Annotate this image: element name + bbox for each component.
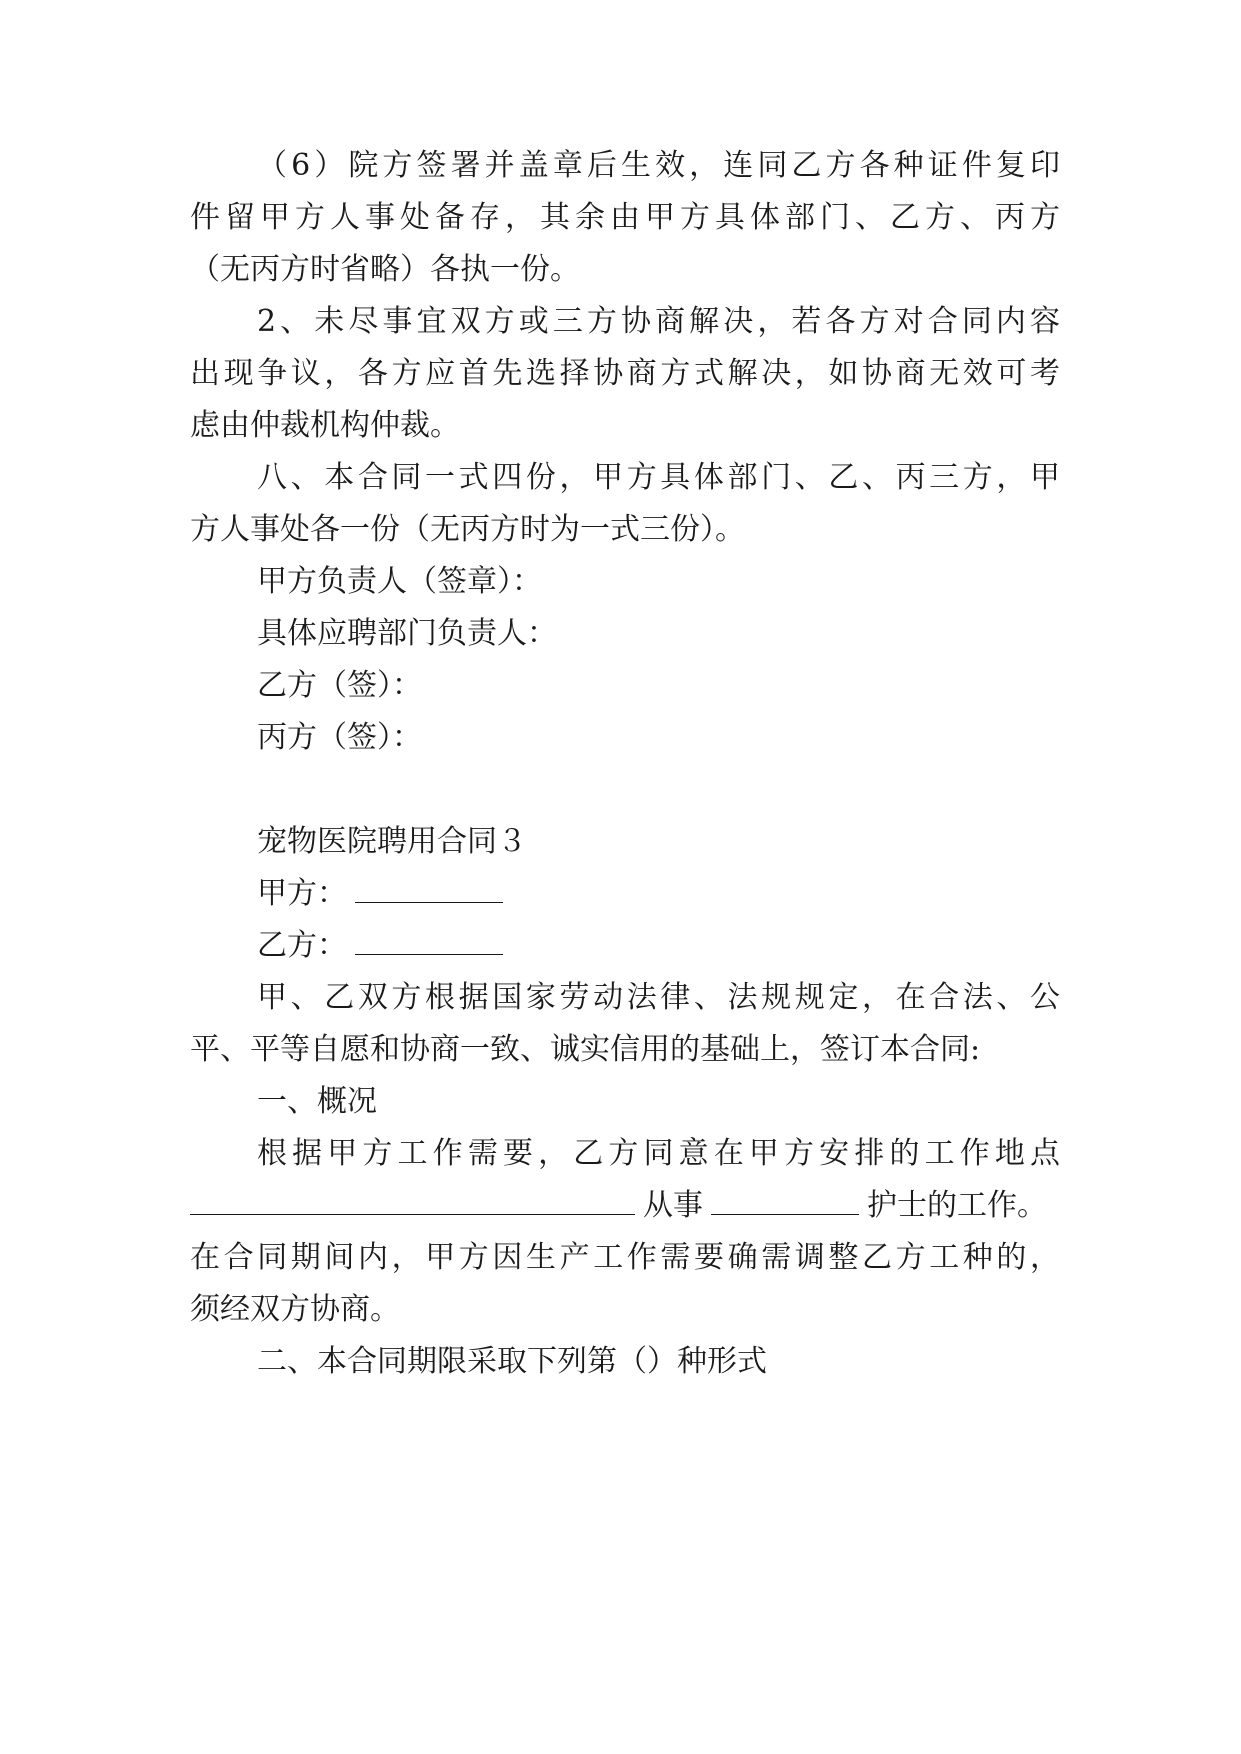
signature-label: 乙方（签）： (257, 668, 422, 703)
work-location-blank (190, 1208, 635, 1215)
para-text: 护士的工作。 (867, 1188, 1047, 1223)
paragraph-line: 出现争议，各方应首先选择协商方式解决，如协商无效可考 (190, 356, 1060, 391)
paragraph-line: 八、本合同一式四份，甲方具体部门、乙、丙三方，甲 (257, 460, 1060, 495)
paragraph-line: 在合同期间内，甲方因生产工作需要确需调整乙方工种的， (190, 1240, 1060, 1275)
paragraph-line: 虑由仲裁机构仲裁。 (190, 408, 460, 443)
paragraph-line: 方人事处各一份（无丙方时为一式三份）。 (190, 512, 745, 547)
paragraph-line: 件留甲方人事处备存，其余由甲方具体部门、乙方、丙方 (190, 200, 1060, 235)
paragraph-line: （无丙方时省略）各执一份。 (190, 252, 580, 287)
party-a-line (0, 874, 1241, 914)
para-text: 从事 (643, 1188, 703, 1223)
signature-label: 具体应聘部门负责人： (257, 616, 557, 651)
party-b-blank (355, 948, 503, 955)
heading: 二、本合同期限采取下列第（）种形式 (257, 1344, 767, 1379)
paragraph-line: 须经双方协商。 (190, 1292, 400, 1327)
job-type-blank (711, 1208, 859, 1215)
paragraph-line: 平、平等自愿和协商一致、诚实信用的基础上，签订本合同: (190, 1032, 981, 1067)
paragraph-line: （6）院方签署并盖章后生效，连同乙方各种证件复印 (257, 148, 1060, 183)
heading: 一、概况 (257, 1084, 377, 1119)
paragraph-line: 甲、乙双方根据国家劳动法律、法规规定，在合法、公 (257, 980, 1060, 1015)
paragraph-line (0, 1186, 1241, 1226)
paragraph-line: 根据甲方工作需要，乙方同意在甲方安排的工作地点 (257, 1136, 1060, 1171)
party-a-label: 甲方： (257, 876, 347, 911)
signature-label: 甲方负责人（签章）： (257, 564, 542, 599)
section-title: 宠物医院聘用合同３ (257, 824, 527, 859)
paragraph-line: 2、未尽事宜双方或三方协商解决，若各方对合同内容 (257, 304, 1060, 339)
signature-label: 丙方（签）： (257, 720, 422, 755)
party-b-line (0, 926, 1241, 966)
party-b-label: 乙方： (257, 928, 347, 963)
party-a-blank (355, 896, 503, 903)
